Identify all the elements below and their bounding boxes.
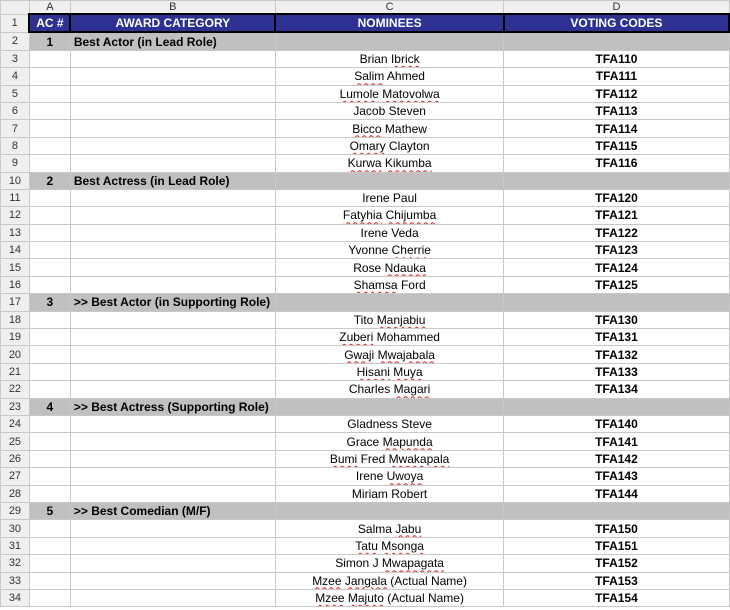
row-number[interactable]: 22 <box>1 381 30 398</box>
voting-code-cell[interactable]: TFA151 <box>504 537 729 554</box>
nominee-name-cell[interactable]: Gladness Steve <box>275 415 504 432</box>
category-empty-cell[interactable] <box>504 32 729 50</box>
nominee-row <box>1 381 730 398</box>
row-number[interactable]: 27 <box>1 468 30 485</box>
nominee-name-cell[interactable]: Mzee Majuto (Actual Name) <box>275 589 504 606</box>
empty-cell[interactable] <box>70 433 275 450</box>
empty-cell[interactable] <box>70 311 275 328</box>
row-number[interactable]: 10 <box>1 172 30 189</box>
nominee-name-cell[interactable]: Jacob Steven <box>275 102 504 119</box>
row-number[interactable]: 9 <box>1 155 30 172</box>
row-number[interactable]: 23 <box>1 398 30 415</box>
empty-cell[interactable] <box>29 189 70 206</box>
row-number[interactable]: 32 <box>1 555 30 572</box>
nominee-row <box>1 224 730 241</box>
row-number[interactable]: 34 <box>1 589 30 606</box>
empty-cell[interactable] <box>70 207 275 224</box>
voting-code-cell[interactable]: TFA142 <box>504 450 729 467</box>
voting-code-cell[interactable]: TFA124 <box>504 259 729 276</box>
nominee-name-cell[interactable]: Grace Mapunda <box>275 433 504 450</box>
nominee-name-cell[interactable]: Tatu Msonga <box>275 537 504 554</box>
row-number[interactable]: 17 <box>1 294 30 311</box>
voting-code-cell[interactable]: TFA133 <box>504 363 729 380</box>
nominee-name-cell[interactable]: Brian Ibrick <box>275 50 504 67</box>
category-row <box>1 502 730 519</box>
nominee-row <box>1 363 730 380</box>
column-header-c[interactable]: C <box>275 1 504 15</box>
empty-cell[interactable] <box>29 276 70 293</box>
empty-cell[interactable] <box>29 572 70 589</box>
empty-cell[interactable] <box>29 537 70 554</box>
row-number[interactable]: 28 <box>1 485 30 502</box>
category-empty-cell[interactable] <box>275 502 504 519</box>
row-number[interactable]: 2 <box>1 32 30 50</box>
row-number[interactable]: 14 <box>1 242 30 259</box>
empty-cell[interactable] <box>29 155 70 172</box>
empty-cell[interactable] <box>70 485 275 502</box>
empty-cell[interactable] <box>29 102 70 119</box>
empty-cell[interactable] <box>70 520 275 537</box>
empty-cell[interactable] <box>70 589 275 606</box>
empty-cell[interactable] <box>70 572 275 589</box>
empty-cell[interactable] <box>29 381 70 398</box>
nominee-row <box>1 485 730 502</box>
nominee-row <box>1 102 730 119</box>
column-header-a[interactable]: A <box>29 1 70 15</box>
empty-cell[interactable] <box>29 520 70 537</box>
voting-code-cell[interactable]: TFA130 <box>504 311 729 328</box>
column-header-d[interactable]: D <box>504 1 729 15</box>
nominee-row <box>1 555 730 572</box>
category-label-cell[interactable]: Best Actor (in Lead Role) <box>70 32 275 50</box>
column-header-row <box>1 1 730 15</box>
category-label-cell[interactable]: >> Best Actor (in Supporting Role) <box>70 294 275 311</box>
empty-cell[interactable] <box>29 50 70 67</box>
nominee-name-cell[interactable]: Charles Magari <box>275 381 504 398</box>
empty-cell[interactable] <box>70 242 275 259</box>
empty-cell[interactable] <box>29 224 70 241</box>
nominee-row <box>1 85 730 102</box>
empty-cell[interactable] <box>70 189 275 206</box>
nominee-row <box>1 155 730 172</box>
row-number[interactable]: 5 <box>1 85 30 102</box>
nominee-row <box>1 189 730 206</box>
nominee-row <box>1 415 730 432</box>
category-number-cell[interactable]: 4 <box>29 398 70 415</box>
category-empty-cell[interactable] <box>275 32 504 50</box>
category-number-cell[interactable]: 3 <box>29 294 70 311</box>
nominee-name-cell[interactable]: Bumi Fred Mwakapala <box>275 450 504 467</box>
nominee-row <box>1 450 730 467</box>
empty-cell[interactable] <box>29 468 70 485</box>
voting-code-cell[interactable]: TFA132 <box>504 346 729 363</box>
nominee-name-cell[interactable]: Tito Manjabiu <box>275 311 504 328</box>
empty-cell[interactable] <box>29 329 70 346</box>
nominee-name-cell[interactable]: Rose Ndauka <box>275 259 504 276</box>
category-empty-cell[interactable] <box>275 398 504 415</box>
voting-code-cell[interactable]: TFA120 <box>504 189 729 206</box>
nominee-name-cell[interactable]: Simon J Mwapagata <box>275 555 504 572</box>
voting-code-cell[interactable]: TFA154 <box>504 589 729 606</box>
voting-code-cell[interactable]: TFA111 <box>504 68 729 85</box>
row-number[interactable]: 29 <box>1 502 30 519</box>
table-header-row <box>1 14 730 32</box>
voting-code-cell[interactable]: TFA123 <box>504 242 729 259</box>
row-number[interactable]: 13 <box>1 224 30 241</box>
empty-cell[interactable] <box>29 68 70 85</box>
empty-cell[interactable] <box>70 415 275 432</box>
grid-body <box>1 1 730 607</box>
nominee-name-cell[interactable]: Mzee Jangala (Actual Name) <box>275 572 504 589</box>
voting-code-cell[interactable]: TFA116 <box>504 155 729 172</box>
category-number-cell[interactable]: 1 <box>29 32 70 50</box>
nominee-row <box>1 50 730 67</box>
category-number-cell[interactable]: 5 <box>29 502 70 519</box>
row-number[interactable]: 3 <box>1 50 30 67</box>
empty-cell[interactable] <box>70 537 275 554</box>
row-number[interactable]: 1 <box>1 14 30 32</box>
empty-cell[interactable] <box>70 468 275 485</box>
row-number[interactable]: 26 <box>1 450 30 467</box>
empty-cell[interactable] <box>29 485 70 502</box>
category-empty-cell[interactable] <box>504 502 729 519</box>
empty-cell[interactable] <box>29 589 70 606</box>
nominee-row <box>1 259 730 276</box>
row-number[interactable]: 25 <box>1 433 30 450</box>
category-empty-cell[interactable] <box>504 398 729 415</box>
voting-code-cell[interactable]: TFA140 <box>504 415 729 432</box>
voting-code-cell[interactable]: TFA141 <box>504 433 729 450</box>
row-number[interactable]: 30 <box>1 520 30 537</box>
empty-cell[interactable] <box>29 311 70 328</box>
empty-cell[interactable] <box>29 415 70 432</box>
row-number[interactable]: 16 <box>1 276 30 293</box>
category-empty-cell[interactable] <box>275 294 504 311</box>
row-number[interactable]: 18 <box>1 311 30 328</box>
category-empty-cell[interactable] <box>275 172 504 189</box>
nominee-row <box>1 68 730 85</box>
voting-code-cell[interactable]: TFA134 <box>504 381 729 398</box>
row-number[interactable]: 19 <box>1 329 30 346</box>
row-number[interactable]: 7 <box>1 120 30 137</box>
empty-cell[interactable] <box>70 50 275 67</box>
nominee-name-cell[interactable]: Bicco Mathew <box>275 120 504 137</box>
row-number[interactable]: 4 <box>1 68 30 85</box>
category-row <box>1 294 730 311</box>
nominee-row <box>1 589 730 606</box>
empty-cell[interactable] <box>70 120 275 137</box>
category-row <box>1 32 730 50</box>
category-number-cell[interactable]: 2 <box>29 172 70 189</box>
row-number[interactable]: 20 <box>1 346 30 363</box>
empty-cell[interactable] <box>70 85 275 102</box>
empty-cell[interactable] <box>29 242 70 259</box>
nominee-name-cell[interactable]: Irene Uwoya <box>275 468 504 485</box>
empty-cell[interactable] <box>29 207 70 224</box>
nominee-name-cell[interactable]: Miriam Robert <box>275 485 504 502</box>
voting-code-cell[interactable]: TFA113 <box>504 102 729 119</box>
voting-code-cell[interactable]: TFA112 <box>504 85 729 102</box>
nominee-row <box>1 120 730 137</box>
voting-code-cell[interactable]: TFA143 <box>504 468 729 485</box>
select-all-corner[interactable] <box>1 1 30 15</box>
row-number[interactable]: 11 <box>1 189 30 206</box>
row-number[interactable]: 12 <box>1 207 30 224</box>
category-label-cell[interactable]: Best Actress (in Lead Role) <box>70 172 275 189</box>
nominee-row <box>1 276 730 293</box>
empty-cell[interactable] <box>29 120 70 137</box>
row-number[interactable]: 8 <box>1 137 30 154</box>
empty-cell[interactable] <box>29 433 70 450</box>
empty-cell[interactable] <box>70 346 275 363</box>
voting-code-cell[interactable]: TFA115 <box>504 137 729 154</box>
nominee-row <box>1 433 730 450</box>
empty-cell[interactable] <box>70 329 275 346</box>
empty-cell[interactable] <box>70 102 275 119</box>
voting-code-cell[interactable]: TFA110 <box>504 50 729 67</box>
nominee-row <box>1 346 730 363</box>
category-row <box>1 398 730 415</box>
empty-cell[interactable] <box>70 68 275 85</box>
empty-cell[interactable] <box>29 259 70 276</box>
nominee-row <box>1 520 730 537</box>
nominee-name-cell[interactable]: Kurwa Kikumba <box>275 155 504 172</box>
nominee-name-cell[interactable]: Irene Paul <box>275 189 504 206</box>
voting-code-cell[interactable]: TFA121 <box>504 207 729 224</box>
header-award-category-cell[interactable]: AWARD CATEGORY <box>70 14 275 32</box>
voting-code-cell[interactable]: TFA131 <box>504 329 729 346</box>
nominee-row <box>1 242 730 259</box>
nominee-row <box>1 537 730 554</box>
nominee-row <box>1 311 730 328</box>
row-number[interactable]: 6 <box>1 102 30 119</box>
row-number[interactable]: 21 <box>1 363 30 380</box>
row-number[interactable]: 31 <box>1 537 30 554</box>
header-ac-cell[interactable]: AC # <box>29 14 70 32</box>
voting-code-cell[interactable]: TFA125 <box>504 276 729 293</box>
empty-cell[interactable] <box>70 137 275 154</box>
nominee-name-cell[interactable]: Zuberi Mohammed <box>275 329 504 346</box>
empty-cell[interactable] <box>29 137 70 154</box>
nominee-name-cell[interactable]: Gwaji Mwajabala <box>275 346 504 363</box>
voting-code-cell[interactable]: TFA152 <box>504 555 729 572</box>
nominee-name-cell[interactable]: Omary Clayton <box>275 137 504 154</box>
empty-cell[interactable] <box>29 450 70 467</box>
empty-cell[interactable] <box>70 555 275 572</box>
category-empty-cell[interactable] <box>504 294 729 311</box>
voting-code-cell[interactable]: TFA153 <box>504 572 729 589</box>
voting-code-cell[interactable]: TFA150 <box>504 520 729 537</box>
empty-cell[interactable] <box>29 85 70 102</box>
row-number[interactable]: 24 <box>1 415 30 432</box>
nominee-name-cell[interactable]: Hisani Muya <box>275 363 504 380</box>
nominee-name-cell[interactable]: Salim Ahmed <box>275 68 504 85</box>
voting-code-cell[interactable]: TFA114 <box>504 120 729 137</box>
nominee-name-cell[interactable]: Fatyhia Chijumba <box>275 207 504 224</box>
nominee-name-cell[interactable]: Irene Veda <box>275 224 504 241</box>
voting-code-cell[interactable]: TFA122 <box>504 224 729 241</box>
voting-code-cell[interactable]: TFA144 <box>504 485 729 502</box>
category-label-cell[interactable]: >> Best Comedian (M/F) <box>70 502 275 519</box>
nominee-name-cell[interactable]: Lumole Matovolwa <box>275 85 504 102</box>
empty-cell[interactable] <box>70 450 275 467</box>
header-nominees-cell[interactable]: NOMINEES <box>275 14 504 32</box>
nominee-name-cell[interactable]: Yvonne Cherrie <box>275 242 504 259</box>
empty-cell[interactable] <box>70 259 275 276</box>
empty-cell[interactable] <box>70 155 275 172</box>
row-number[interactable]: 33 <box>1 572 30 589</box>
nominee-row <box>1 207 730 224</box>
row-number[interactable]: 15 <box>1 259 30 276</box>
empty-cell[interactable] <box>29 555 70 572</box>
nominee-name-cell[interactable]: Salma Jabu <box>275 520 504 537</box>
column-header-b[interactable]: B <box>70 1 275 15</box>
empty-cell[interactable] <box>70 224 275 241</box>
category-empty-cell[interactable] <box>504 172 729 189</box>
nominee-row <box>1 329 730 346</box>
empty-cell[interactable] <box>70 363 275 380</box>
nominee-row <box>1 137 730 154</box>
empty-cell[interactable] <box>70 381 275 398</box>
empty-cell[interactable] <box>29 346 70 363</box>
nominee-row <box>1 572 730 589</box>
header-voting-codes-cell[interactable]: VOTING CODES <box>504 14 729 32</box>
nominee-name-cell[interactable]: Shamsa Ford <box>275 276 504 293</box>
empty-cell[interactable] <box>70 276 275 293</box>
category-label-cell[interactable]: >> Best Actress (Supporting Role) <box>70 398 275 415</box>
nominee-row <box>1 468 730 485</box>
empty-cell[interactable] <box>29 363 70 380</box>
category-row <box>1 172 730 189</box>
